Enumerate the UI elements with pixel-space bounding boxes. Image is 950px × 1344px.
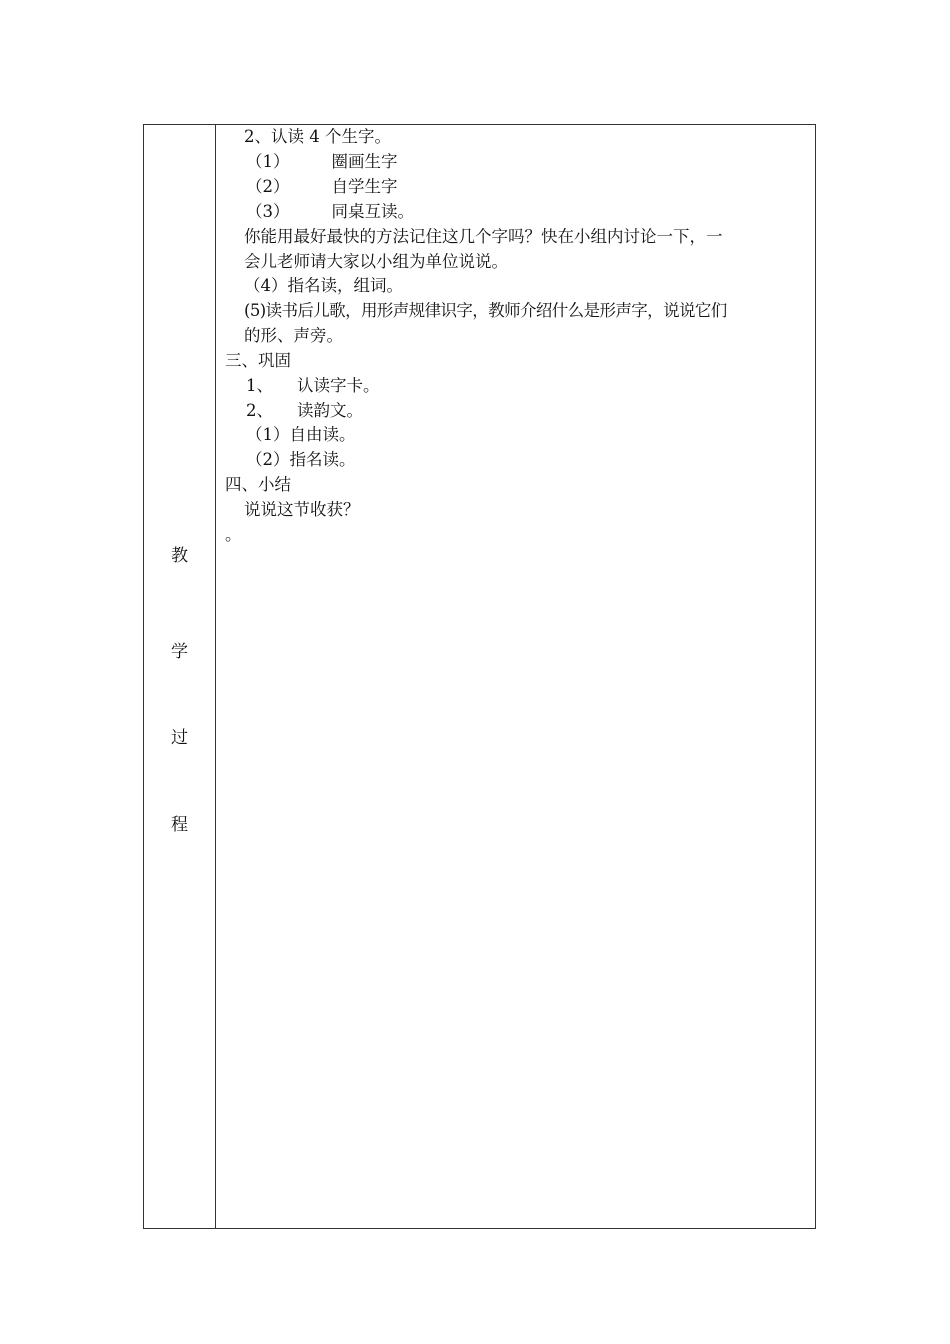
side-label-char: 程 xyxy=(171,815,188,835)
sub-step-number: （3） xyxy=(246,202,290,221)
paragraph-line: 的形、声旁。 xyxy=(244,326,343,345)
column-divider xyxy=(215,125,216,1228)
numbered-item xyxy=(246,399,363,424)
item-text: 读韵文。 xyxy=(297,401,363,420)
step-heading: 2、认读 4 个生字。 xyxy=(244,127,391,146)
paragraph-line: 你能用最好最快的方法记住这几个字吗？快在小组内讨论一下，一 xyxy=(244,227,723,246)
sub-step-text: 自学生字 xyxy=(331,177,398,196)
sub-step xyxy=(246,200,414,225)
item-number: 2、 xyxy=(246,401,273,420)
paragraph-line: 说说这节收获？ xyxy=(244,500,360,519)
sub-step-number: （2） xyxy=(246,177,290,196)
lesson-plan-table xyxy=(143,124,816,1229)
side-label-char: 过 xyxy=(171,728,188,748)
sub-step-text: 同桌互读。 xyxy=(331,202,414,221)
numbered-item xyxy=(246,374,380,399)
sub-step xyxy=(246,150,398,175)
section-heading: 三、巩固 xyxy=(225,351,291,370)
item-number: 1、 xyxy=(246,376,273,395)
paragraph-line: (5)读书后儿歌，用形声规律识字，教师介绍什么是形声字，说说它们 xyxy=(244,301,727,320)
stray-punctuation: 。 xyxy=(225,525,242,544)
paragraph-line: 会儿老师请大家以小组为单位说说。 xyxy=(244,252,508,271)
sub-step: （4）指名读，组词。 xyxy=(244,276,403,295)
sub-step: （1）自由读。 xyxy=(246,425,356,444)
side-label-char: 教 xyxy=(171,546,188,566)
sub-step: （2）指名读。 xyxy=(246,450,356,469)
sub-step xyxy=(246,175,398,200)
sub-step-number: （1） xyxy=(246,152,290,171)
sub-step-text: 圈画生字 xyxy=(331,152,398,171)
side-label-char: 学 xyxy=(171,642,188,662)
item-text: 认读字卡。 xyxy=(297,376,380,395)
section-heading: 四、小结 xyxy=(225,475,291,494)
